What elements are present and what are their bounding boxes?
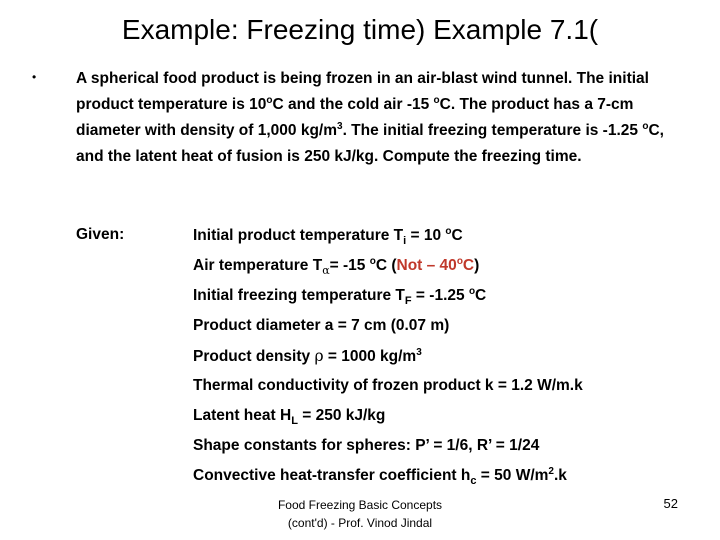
superscript: o xyxy=(266,94,273,106)
text: = 50 W/m xyxy=(476,467,549,484)
given-conductivity xyxy=(193,376,703,406)
footer-line-2: (cont'd) - Prof. Vinod Jindal xyxy=(287,516,433,530)
problem-text-5: C, and the latent heat of fusion is 250 kJ/kg. Compute the freezing time. xyxy=(76,122,664,165)
problem-text-1: A spherical food product is being frozen in an air-blast wind tunnel. The initial product temperature is 10 xyxy=(76,70,649,113)
problem-statement xyxy=(76,66,676,170)
given-heat-transfer-coefficient xyxy=(193,466,703,496)
text: = -1.25 xyxy=(411,287,469,304)
page-number: 52 xyxy=(663,496,678,511)
subscript: F xyxy=(404,295,412,308)
text: Product diameter a = 7 cm (0.07 m) xyxy=(193,317,450,334)
text: Latent heat H xyxy=(193,407,292,424)
subscript: i xyxy=(403,235,407,248)
superscript: o xyxy=(642,120,649,132)
text: .k xyxy=(553,467,567,484)
superscript: o xyxy=(456,255,463,267)
correction-note: C xyxy=(462,257,475,274)
text: Air temperature T xyxy=(193,257,323,274)
text: C xyxy=(475,287,487,304)
subscript: L xyxy=(291,415,298,428)
rho-symbol: ρ xyxy=(314,347,324,365)
text: Initial freezing temperature T xyxy=(193,287,405,304)
given-diameter xyxy=(193,316,703,346)
text: ) xyxy=(474,257,480,274)
subscript: c xyxy=(470,475,477,488)
given-shape-constants xyxy=(193,436,703,466)
text: = -15 xyxy=(329,257,370,274)
correction-note: Not – 40 xyxy=(396,257,457,274)
problem-text-3: C. The product has a 7-cm diameter with density of 1,000 kg/m xyxy=(76,96,634,139)
text: C xyxy=(451,227,463,244)
problem-text-4: . The initial freezing temperature is -1.25 xyxy=(342,122,643,139)
text: = 1000 kg/m xyxy=(323,348,417,365)
given-air-temperature xyxy=(193,256,703,286)
superscript: o xyxy=(369,255,376,267)
problem-text-2: C and the cold air -15 xyxy=(272,96,434,113)
footer-line-1: Food Freezing Basic Concepts xyxy=(277,498,443,512)
superscript: o xyxy=(468,285,476,297)
superscript: 3 xyxy=(337,120,343,132)
given-list xyxy=(193,226,703,496)
text: Initial product temperature T xyxy=(193,227,404,244)
given-freezing-temperature xyxy=(193,286,703,316)
given-density xyxy=(193,346,703,376)
slide-title: Example: Freezing time) Example 7.1( xyxy=(121,14,599,45)
footer xyxy=(230,496,490,532)
given-initial-temperature xyxy=(193,226,703,256)
bullet-icon: • xyxy=(32,70,37,84)
given-latent-heat xyxy=(193,406,703,436)
text: = 250 kJ/kg xyxy=(297,407,386,424)
superscript: 2 xyxy=(548,465,554,477)
text: = 10 xyxy=(406,227,446,244)
superscript: o xyxy=(445,225,452,237)
text: Thermal conductivity of frozen product k = 1.2 W/m.k xyxy=(193,377,583,394)
text: Shape constants for spheres: P’ = 1/6, R’ = 1/24 xyxy=(193,437,540,454)
text: Product density xyxy=(193,348,315,365)
text: C ( xyxy=(375,257,397,274)
given-label: Given: xyxy=(76,226,125,243)
alpha-symbol: α xyxy=(322,264,330,278)
superscript: o xyxy=(433,94,440,106)
superscript: 3 xyxy=(416,346,422,358)
text: Convective heat-transfer coefficient h xyxy=(193,467,471,484)
